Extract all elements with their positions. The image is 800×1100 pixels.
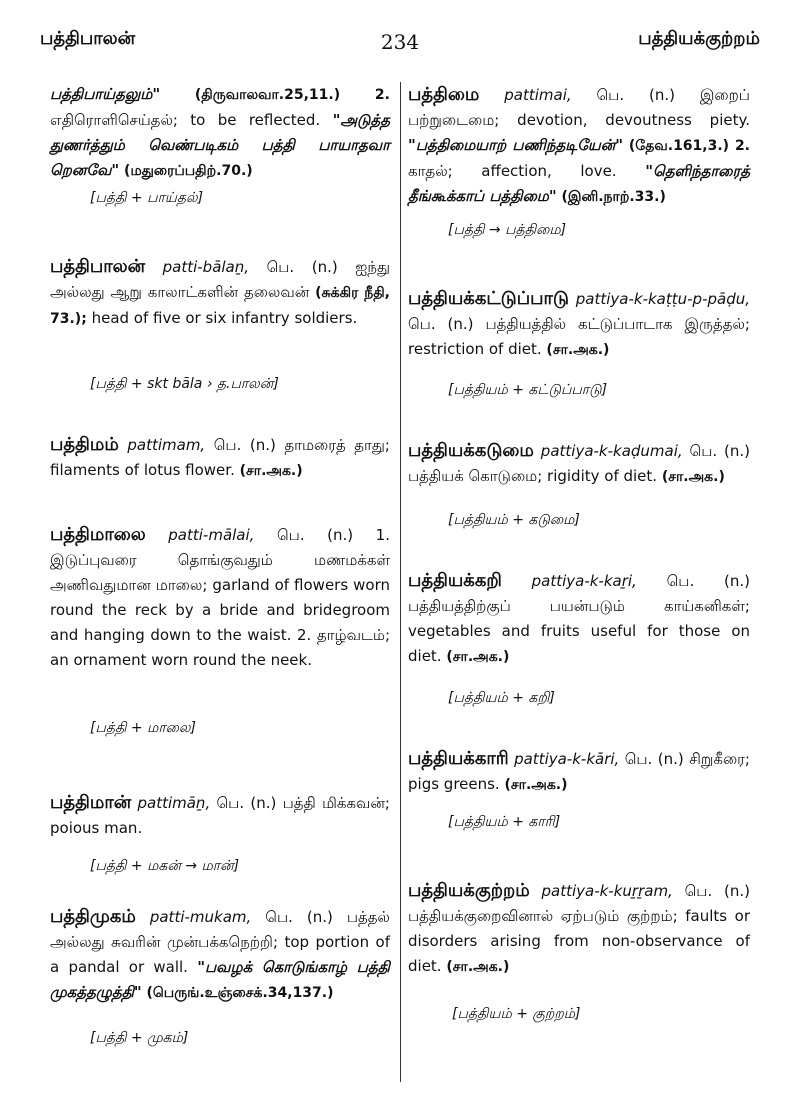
citation: (தேவ.161,3.) 2. [628, 138, 750, 154]
definition: ஐந்து அல்லது ஆறு காலாட்களின் தலைவன் [50, 258, 390, 301]
etymology: [பத்தி + பாய்தல்] [90, 190, 204, 206]
entry-pattiya-k-kari-greens [408, 746, 750, 830]
transliteration: pattiya-k-kaṟi, [531, 572, 637, 590]
entry-continuation [50, 82, 390, 206]
entry-pattiya-k-kurram [408, 878, 750, 1022]
etymology: [பத்தி + skt bāla › த.பாலன்] [90, 376, 279, 392]
entry-pattimai [408, 82, 750, 238]
citation: (சா.அக.) [446, 959, 510, 975]
definition: தாமரைத் தாது; filaments of lotus flower. [50, 436, 390, 479]
citation: (மதுரைப்பதிற்.70.) [124, 163, 253, 179]
definition: பத்தியக் கொடுமை; rigidity of diet. [408, 467, 658, 485]
etymology: [பத்தி + முகம்] [90, 1030, 189, 1046]
transliteration: pattiya-k-kuṟṟam, [541, 882, 673, 900]
citation: (சுக்கிர நீதி, 73.); [50, 285, 390, 327]
definition: இறைப் பற்றுடைமை; devotion, devoutness piety. [408, 86, 750, 129]
transliteration: pattiya-k-kaṭṭu-p-pāḍu, [575, 290, 750, 308]
transliteration: pattiya-k-kaḍumai, [540, 442, 683, 460]
etymology: [பத்தி → பத்திமை] [448, 222, 567, 238]
headword: பத்திமாலை [50, 524, 146, 545]
quote: பத்திபாய்தலும்" [50, 85, 161, 103]
headword: பத்திமுகம் [50, 906, 136, 927]
entry-pattiya-k-kattuppadu [408, 286, 750, 398]
definition: பத்தியக்குறைவினால் ஏற்படும் குற்றம்; faults or disorders arising from non-observance of diet. [408, 907, 750, 975]
headword: பத்திமான் [50, 792, 132, 813]
headword: பத்திமை [408, 84, 480, 105]
entry-pattimukam [50, 904, 390, 1046]
quote: "பத்திமையாற் பணிந்தடியேன்" [408, 136, 624, 154]
citation: (சா.அக.) [661, 469, 725, 485]
entry-pattimalai [50, 522, 390, 736]
etymology: [பத்தியம் + கடுமை] [448, 512, 580, 528]
entry-pattiman [50, 790, 390, 874]
definition: head of five or six infantry soldiers. [91, 309, 358, 327]
definition: 1. இடுப்புவரை தொங்குவதும் மணமக்கள் அணிவதுமான மாலை; garland of flowers worn round the reck by a bride and bridegroom and hanging down to the waist. 2. தாழ்வடம்; an ornament worn round the neek. [50, 526, 390, 669]
citation: (திருவாலவா.25,11.) 2. [194, 87, 390, 103]
part-of-speech: பெ. (n.) [276, 526, 354, 544]
part-of-speech: பெ. (n.) [213, 436, 276, 454]
definition: பத்தி மிக்கவன்; poious man. [50, 794, 390, 837]
definition: பத்தியத்திற்குப் பயன்படும் காய்கனிகள்; vegetables and fruits useful for those on diet. [408, 597, 750, 665]
etymology: [பத்தியம் + குற்றம்] [452, 1006, 581, 1022]
etymology: [பத்தியம் + கட்டுப்பாடு] [448, 382, 608, 398]
entry-pattiya-k-kadumai [408, 438, 750, 528]
citation: (சா.அக.) [546, 342, 610, 358]
definition: காதல்; affection, love. [408, 162, 617, 180]
citation: (சா.அக.) [446, 649, 510, 665]
quote: "பவழக் கொடுங்காழ் பத்தி முகத்தழுத்தி" [50, 958, 390, 1001]
quote: "அடுத்த துணர்த்தும் வெண்படிகம் பத்தி பாயாதவா றெனவே" [50, 111, 390, 179]
headword: பத்திபாலன் [50, 256, 146, 277]
entry-pattiya-k-kari [408, 568, 750, 706]
citation: (சா.அக.) [239, 463, 303, 479]
column-divider [400, 82, 401, 1082]
etymology: [பத்தியம் + காரி] [448, 814, 561, 830]
part-of-speech: பெ. (n.) [408, 315, 474, 333]
quote: "தெளிந்தாரைத் தீங்கூக்காப் பத்திமை" [408, 162, 750, 205]
headword: பத்திமம் [50, 434, 119, 455]
citation: (சா.அக.) [504, 777, 568, 793]
part-of-speech: பெ. (n.) [684, 882, 750, 900]
transliteration: patti-mālai, [168, 526, 255, 544]
part-of-speech: பெ. (n.) [689, 442, 750, 460]
headword: பத்தியக்குற்றம் [408, 880, 530, 901]
headword: பத்தியக்கடுமை [408, 440, 534, 461]
definition: பத்தல் அல்லது சுவரின் முன்பக்கநெற்றி; top portion of a pandal or wall. [50, 908, 390, 976]
headword: பத்தியக்கட்டுப்பாடு [408, 288, 569, 309]
etymology: [பத்தியம் + கறி] [448, 690, 555, 706]
entry-pattimam [50, 432, 390, 484]
part-of-speech: பெ. (n.) [265, 908, 333, 926]
running-head-left: பத்திபாலன் [40, 28, 136, 49]
transliteration: patti-mukam, [149, 908, 252, 926]
headword: பத்தியக்கறி [408, 570, 502, 591]
part-of-speech: பெ. (n.) [666, 572, 750, 590]
page-number: 234 [380, 30, 420, 54]
etymology: [பத்தி + மாலை] [90, 720, 197, 736]
transliteration: pattimāṉ, [137, 794, 211, 812]
transliteration: patti-bālaṉ, [162, 258, 250, 276]
entry-pattipalan [50, 254, 390, 392]
transliteration: pattimai, [504, 86, 572, 104]
citation: (பெருங்.உஞ்சைக்.34,137.) [146, 985, 334, 1001]
definition: பத்தியத்தில் கட்டுப்பாடாக இருத்தல்; restriction of diet. [408, 315, 750, 358]
part-of-speech: பெ. (n.) [624, 750, 684, 768]
transliteration: pattimam, [127, 436, 206, 454]
running-head-right: பத்தியக்குற்றம் [638, 28, 760, 49]
part-of-speech: பெ. (n.) [216, 794, 277, 812]
definition: சிறுகீரை; pigs greens. [408, 750, 750, 793]
etymology: [பத்தி + மகன் → மான்] [90, 858, 240, 874]
headword: பத்தியக்காரி [408, 748, 509, 769]
definition: எதிரொளிசெய்தல்; to be reflected. [50, 111, 321, 129]
part-of-speech: பெ. (n.) [596, 86, 675, 104]
transliteration: pattiya-k-kāri, [514, 750, 620, 768]
citation: (இனி.நாற்.33.) [561, 189, 666, 205]
part-of-speech: பெ. (n.) [266, 258, 338, 276]
